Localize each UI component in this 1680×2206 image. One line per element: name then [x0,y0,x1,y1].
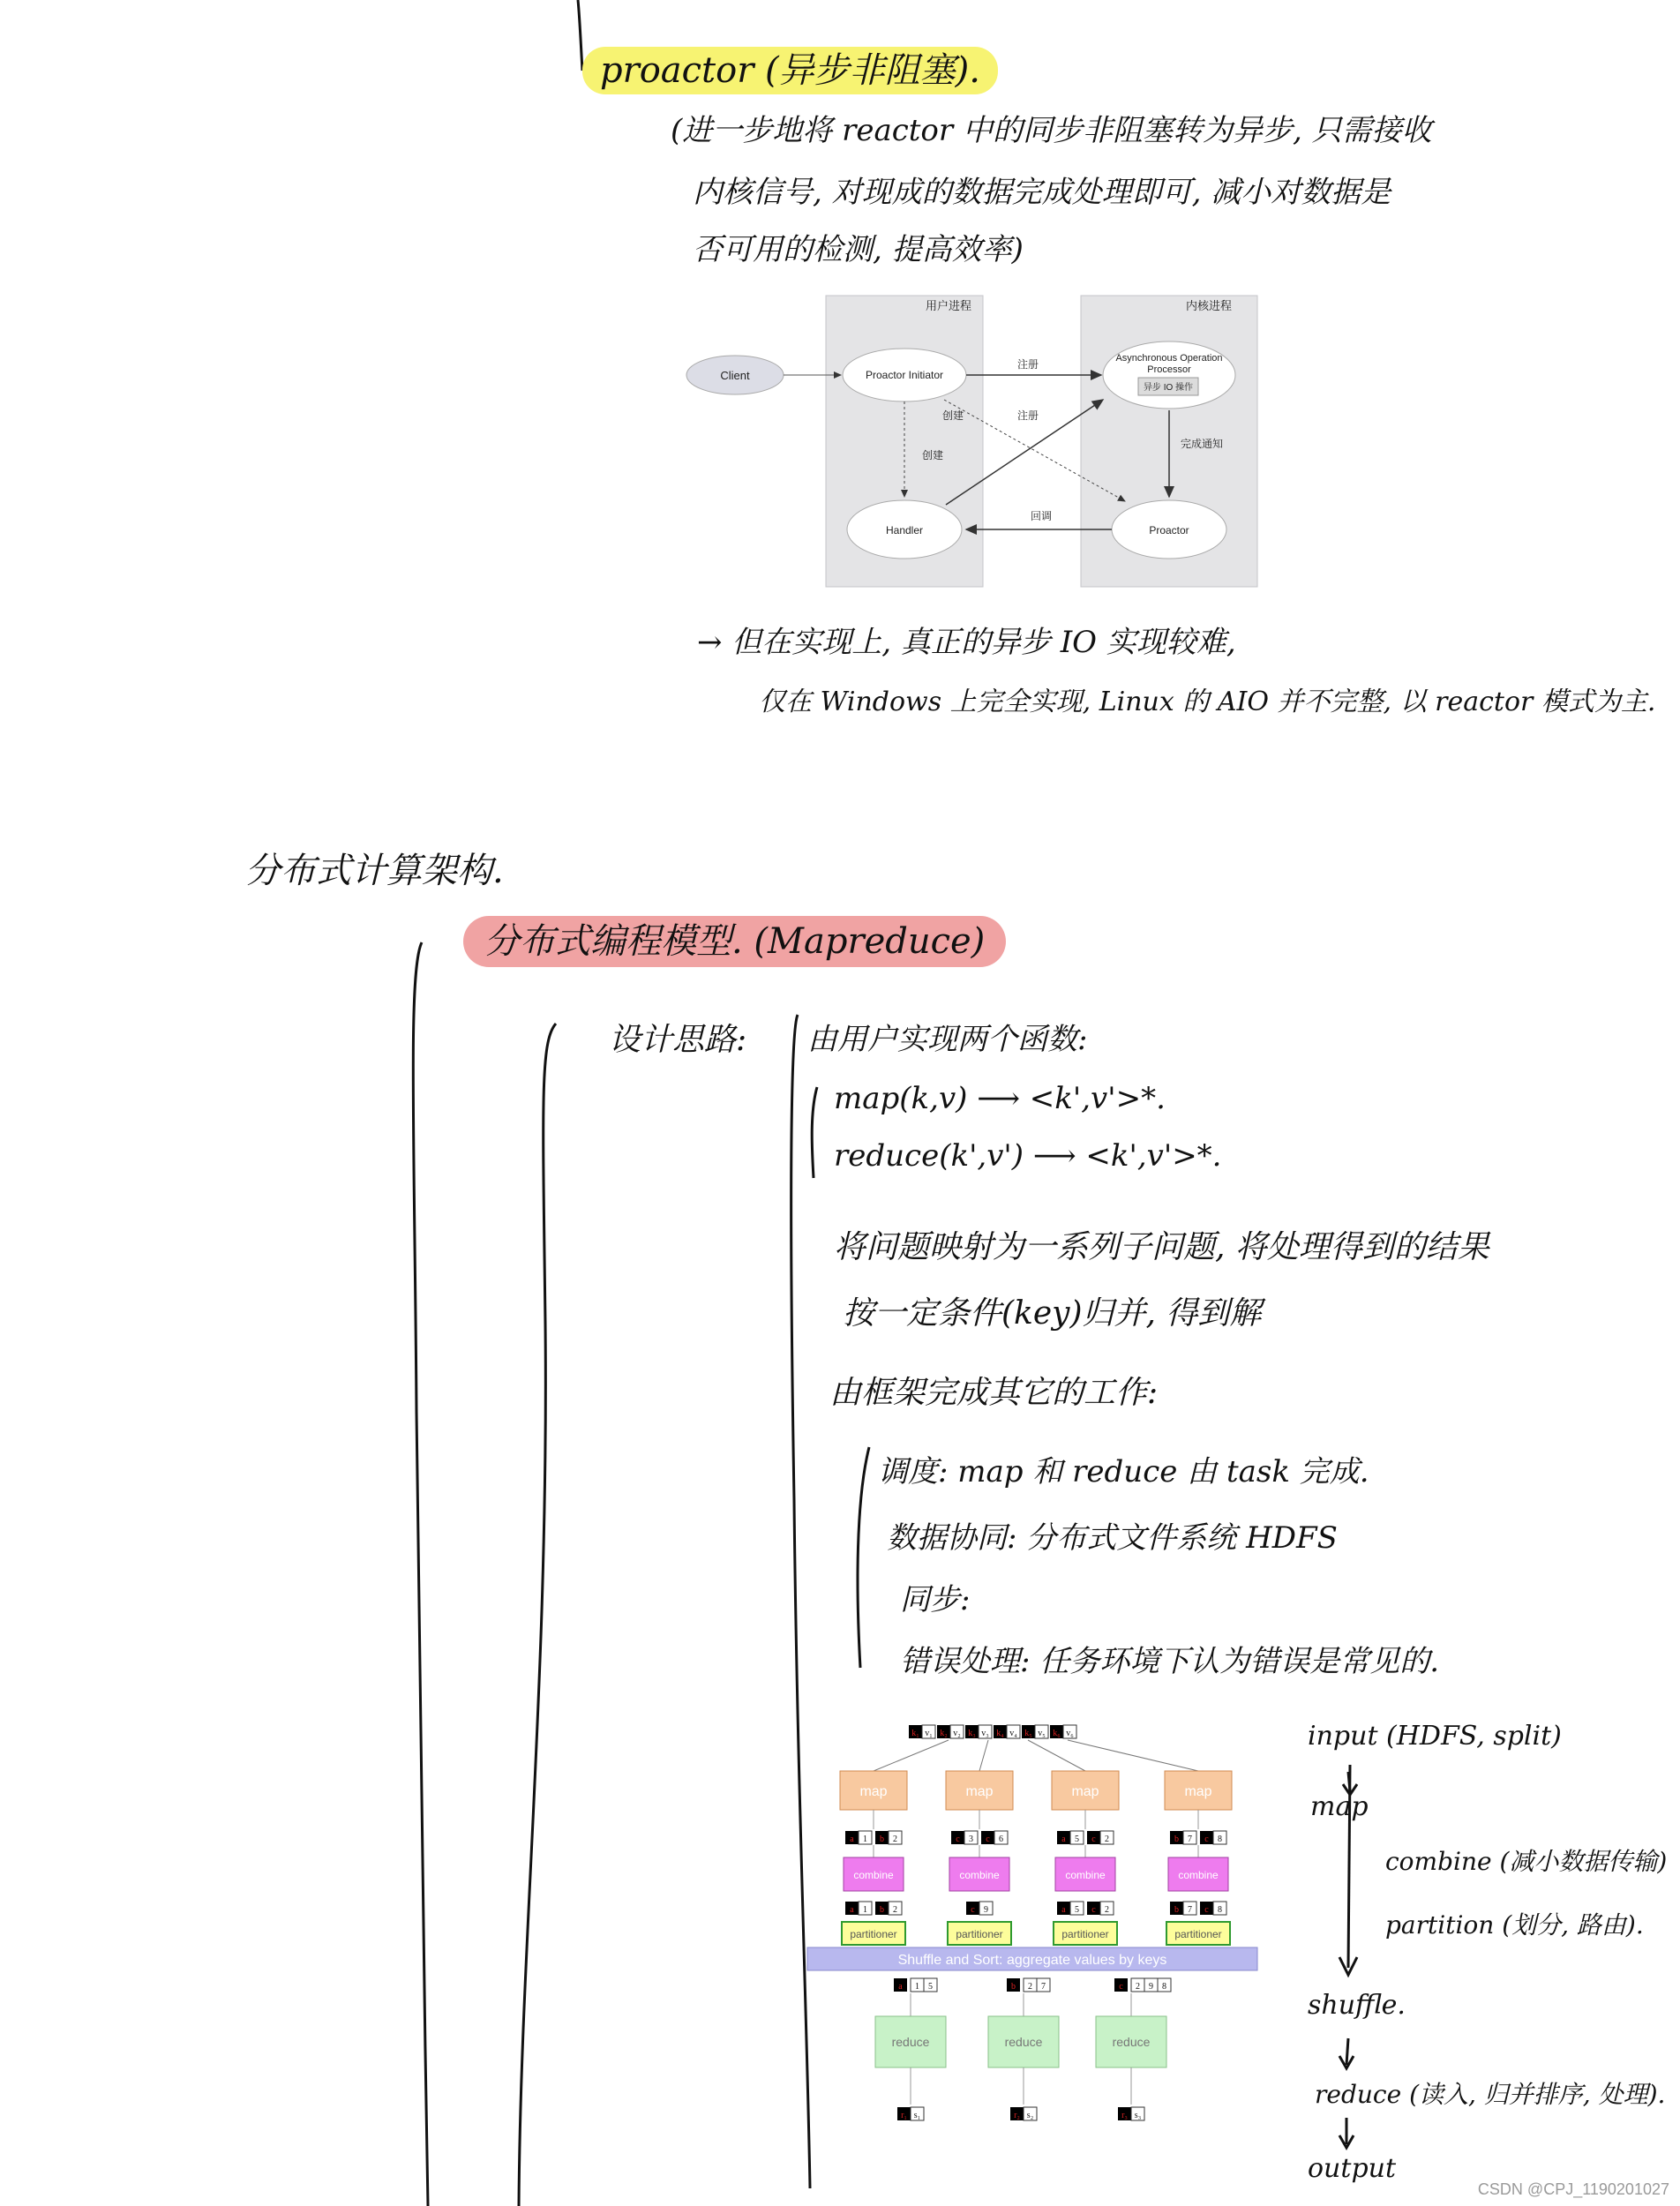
partitioner-label-1: partitioner [850,1928,897,1940]
create-vert-label: 创建 [922,449,944,461]
handler-label: Handler [885,524,924,536]
combine-output-4-1-val: 7 [1188,1905,1192,1915]
partitioner-label-4: partitioner [1174,1928,1222,1940]
combine-label-1: combine [853,1869,894,1881]
input-pair-1-key: k₁ [911,1729,919,1738]
async-processor-label-1: Asynchronous Operation [1115,353,1223,364]
kernel-process-label: 内核进程 [1185,299,1233,312]
map-label-2: map [965,1784,994,1799]
combine-label-4: combine [1178,1869,1219,1881]
flow-shuffle: shuffle. [1308,1990,1406,2021]
complete-notify-label: 完成通知 [1181,438,1224,450]
framework-item-sync: 同步: [900,1582,971,1617]
map-output-3-2-val: 2 [1105,1835,1109,1844]
map-output-1-1-key: a [850,1835,854,1844]
result-pair-2-val: s₂ [1026,2111,1034,2120]
combine-output-4-1-key: b [1174,1905,1179,1915]
group-val-1-1: 1 [915,1982,919,1992]
flow-partition: partition (划分, 路由). [1385,1910,1644,1940]
result-pair-3-val: s₃ [1134,2111,1142,2120]
shuffle-label: Shuffle and Sort: aggregate values by keys [897,1953,1167,1968]
combine-output-1-1-val: 1 [863,1905,867,1915]
mapreduce-figure-svg [803,1716,1279,2197]
map-output-2-1-val: 3 [969,1835,973,1844]
map-output-4-1-val: 7 [1188,1835,1192,1844]
combine-output-3-2-key: c [1091,1905,1096,1915]
split-line-3 [1028,1740,1085,1771]
map-output-4-2-val: 8 [1218,1835,1222,1844]
map-output-3-1-val: 5 [1075,1835,1079,1844]
flow-input: input (HDFS, split) [1308,1721,1562,1752]
group-val-3-2: 9 [1149,1982,1153,1992]
map-label-1: map [859,1784,888,1799]
group-val-2-2: 7 [1041,1982,1046,1992]
flow-output: output [1308,2153,1397,2184]
proactor-title-text: proactor (异步非阻塞). [582,47,998,94]
input-pair-5-val: v₅ [1038,1729,1046,1738]
proactor-desc-line-1: (进一步地将 reactor 中的同步非阻塞转为异步, 只需接收 [671,113,1432,148]
client-label: Client [720,369,750,382]
combine-label-3: combine [1065,1869,1106,1881]
flow-reduce: reduce (读入, 归并排序, 处理). [1315,2080,1666,2109]
reduce-label-1: reduce [891,2035,930,2049]
reduce-signature: reduce(k',v') ⟶ <k',v'>*. [834,1138,1222,1174]
map-output-1-2-key: b [880,1835,884,1844]
idea-line-2: 按一定条件(key)归并, 得到解 [843,1295,1262,1332]
partitioner-label-2: partitioner [956,1928,1003,1940]
group-key-2: b [1011,1982,1016,1992]
distributed-heading: 分布式计算架构. [245,851,504,891]
input-pair-3-val: v₃ [981,1729,989,1738]
proactor-title [582,42,998,93]
watermark: CSDN @CPJ_1190201027 [1477,2180,1669,2198]
input-pair-2-val: v₂ [953,1729,961,1738]
map-signature: map(k,v) ⟶ <k',v'>*. [834,1081,1166,1116]
async-processor-node [1103,341,1235,409]
split-line-2 [979,1740,988,1771]
user-process-label: 用户进程 [925,299,972,312]
group-val-3-1: 2 [1136,1982,1140,1992]
mapreduce-figure [803,1716,1279,2197]
combine-output-4-2-val: 8 [1218,1905,1222,1915]
framework-item-data: 数据协同: 分布式文件系统 HDFS [887,1520,1338,1556]
proactor-diagram [679,287,1279,596]
framework-line: 由框架完成其它的工作: [829,1375,1159,1411]
map-output-1-1-val: 1 [863,1835,867,1844]
map-output-2-2-key: c [986,1835,990,1844]
split-line-1 [874,1740,949,1771]
map-output-3-1-key: a [1061,1835,1066,1844]
combine-output-3-1-key: a [1061,1905,1066,1915]
input-pair-4-val: v₄ [1009,1729,1017,1738]
combine-output-3-1-val: 5 [1075,1905,1079,1915]
map-output-2-2-val: 6 [999,1835,1003,1844]
create-diag-label: 创建 [941,409,964,422]
result-pair-1-key: r₁ [901,2111,907,2120]
input-pair-2-key: k₂ [940,1729,948,1738]
combine-output-1-1-key: a [850,1905,854,1915]
group-val-1-2: 5 [928,1982,933,1992]
register-mid-label: 注册 [1016,409,1039,422]
map-label-4: map [1184,1784,1212,1799]
combine-output-2-1-val: 9 [984,1905,988,1915]
input-pair-4-key: k₄ [996,1729,1004,1738]
async-processor-label-2: Processor [1147,364,1191,375]
proactor-desc-line-3: 否可用的检测, 提高效率) [693,232,1024,267]
input-pair-6-key: k₆ [1053,1729,1061,1738]
combine-output-3-2-val: 2 [1105,1905,1109,1915]
split-line-4 [1068,1740,1198,1771]
combine-output-2-1-key: c [971,1905,975,1915]
user-funcs: 由用户实现两个函数: [807,1022,1088,1057]
map-label-3: map [1071,1784,1099,1799]
register-top-label: 注册 [1016,358,1039,371]
group-key-1: a [898,1982,903,1992]
reduce-label-2: reduce [1004,2035,1043,2049]
design-label: 设计思路: [609,1022,747,1058]
framework-item-schedule: 调度: map 和 reduce 由 task 完成. [878,1454,1369,1489]
idea-line-1: 将问题映射为一系列子问题, 将处理得到的结果 [834,1229,1489,1265]
reduce-label-3: reduce [1112,2035,1151,2049]
proactor-desc-line-2: 内核信号, 对现成的数据完成处理即可, 减小对数据是 [693,175,1391,210]
group-val-2-1: 2 [1028,1982,1032,1992]
proactor-note-line-1: → 但在实现上, 真正的异步 IO 实现较难, [697,625,1236,660]
model-title [463,913,1006,964]
combine-output-4-2-key: c [1204,1905,1209,1915]
input-pair-3-key: k₃ [968,1729,976,1738]
group-key-3: c [1119,1982,1123,1992]
initiator-label: Proactor Initiator [865,369,944,381]
input-pair-1-val: v₁ [925,1729,933,1738]
map-output-4-2-key: c [1204,1835,1209,1844]
proactor-label: Proactor [1149,524,1189,536]
combine-output-1-2-key: b [880,1905,884,1915]
input-pair-5-key: k₅ [1024,1729,1032,1738]
result-pair-1-val: s₁ [913,2111,921,2120]
result-pair-2-key: r₂ [1014,2111,1020,2120]
model-title-text: 分布式编程模型. (Mapreduce) [463,916,1006,967]
combine-output-1-2-val: 2 [893,1905,897,1915]
map-output-4-1-key: b [1174,1835,1179,1844]
callback-label: 回调 [1030,510,1053,522]
group-val-3-3: 8 [1162,1982,1166,1992]
combine-label-2: combine [959,1869,1000,1881]
map-output-2-1-key: c [956,1835,960,1844]
proactor-note-line-2: 仅在 Windows 上完全实现, Linux 的 AIO 并不完整, 以 reactor 模式为主. [759,687,1656,717]
input-pair-6-val: v₆ [1066,1729,1074,1738]
map-output-3-2-key: c [1091,1835,1096,1844]
async-io-label: 异步 IO 操作 [1143,383,1194,393]
map-output-1-2-val: 2 [893,1835,897,1844]
flow-map: map [1310,1791,1369,1822]
partitioner-label-3: partitioner [1061,1928,1109,1940]
flow-combine: combine (减小数据传输) [1385,1847,1668,1876]
framework-item-error: 错误处理: 任务环境下认为错误是常见的. [900,1644,1440,1679]
result-pair-3-key: r₃ [1121,2111,1128,2120]
